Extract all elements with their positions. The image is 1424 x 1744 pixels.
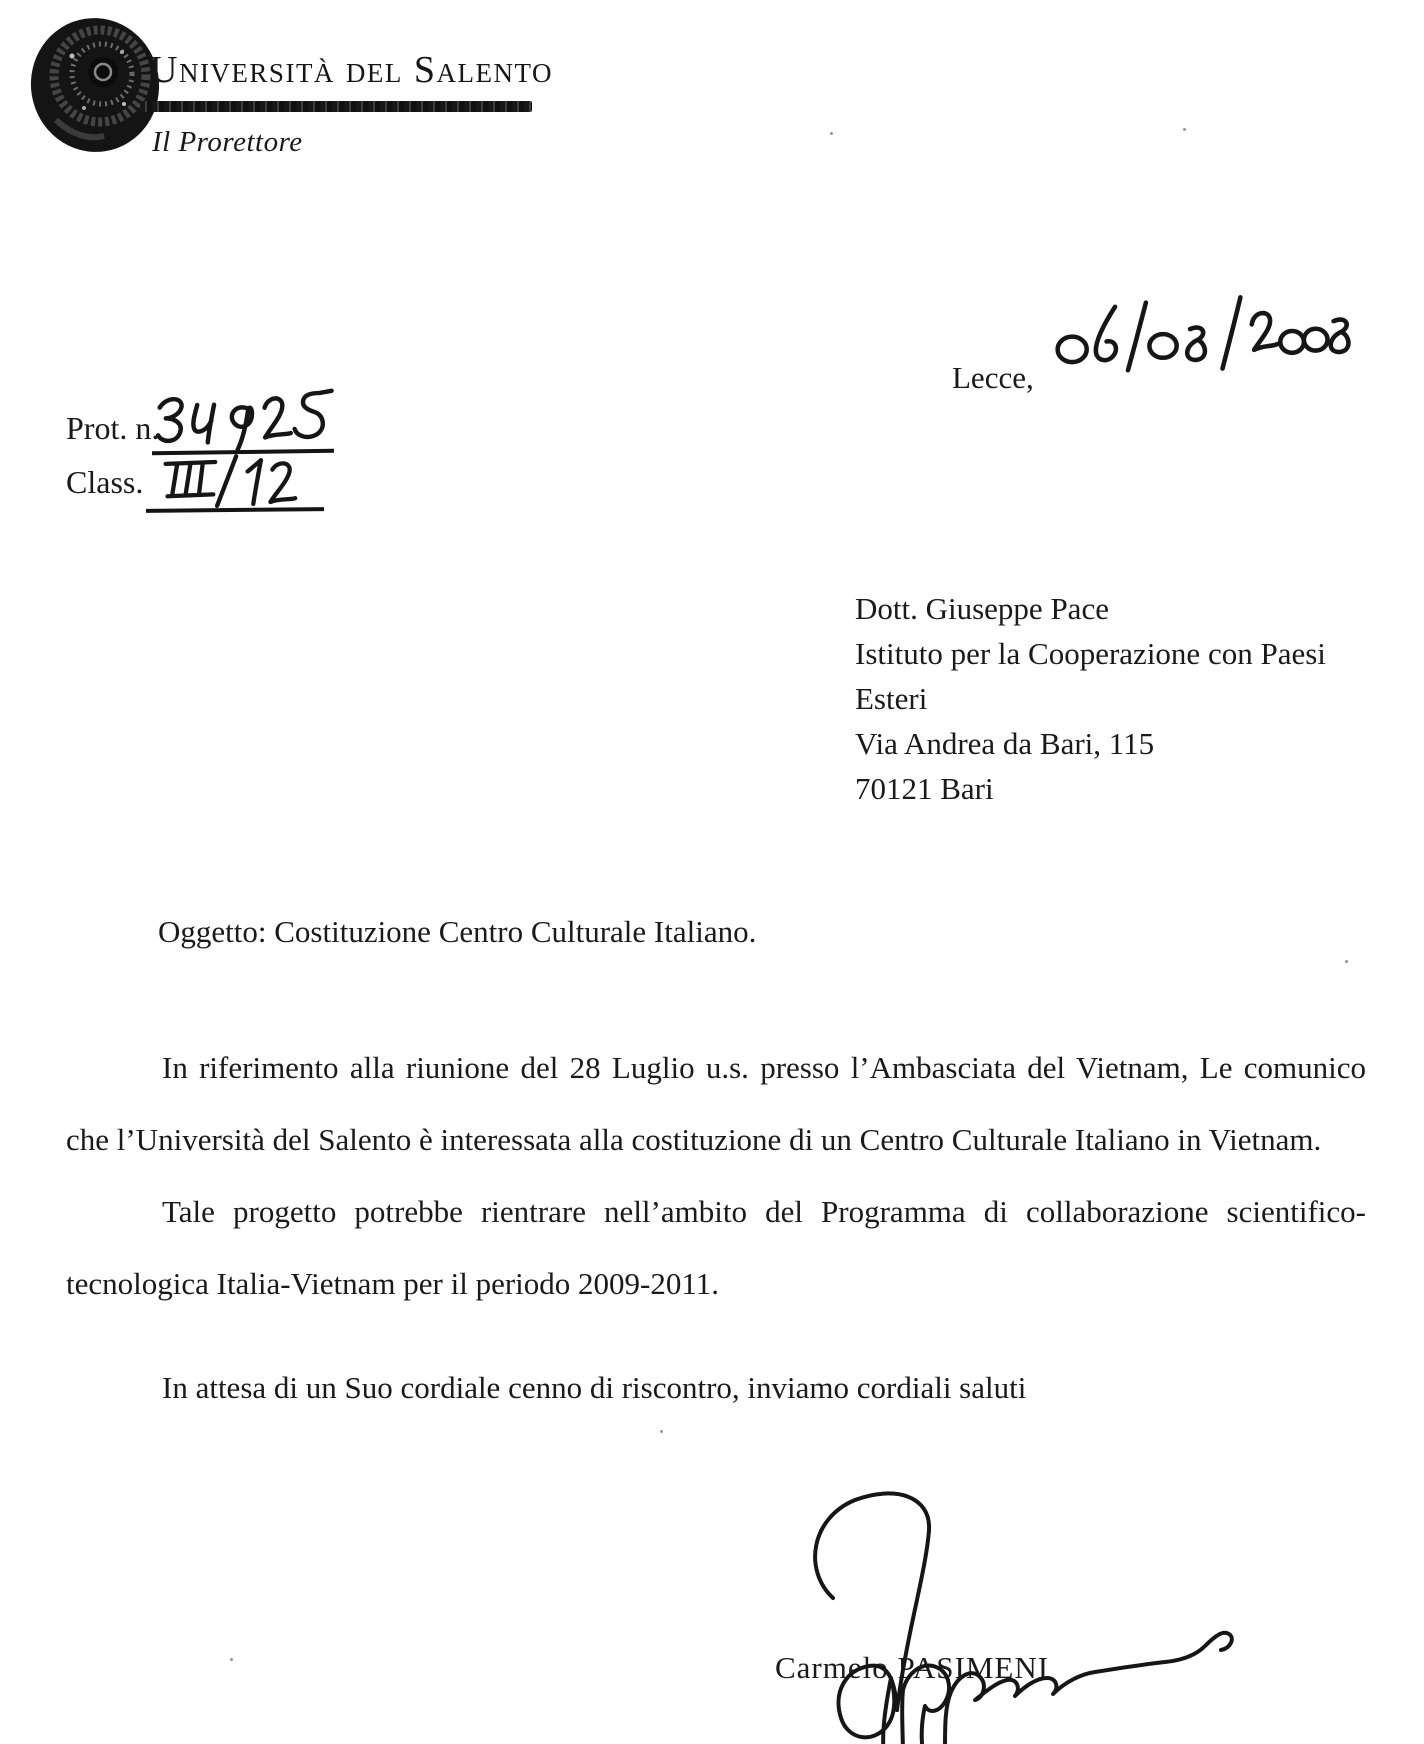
handwritten-date xyxy=(1051,289,1353,386)
scan-speckle xyxy=(660,1430,663,1433)
class-underline xyxy=(146,507,324,513)
printed-signer-name: Carmelo PASIMENI xyxy=(775,1650,1050,1685)
scan-speckle xyxy=(1183,128,1186,131)
handwritten-signature xyxy=(735,1478,1255,1744)
class-label: Class. xyxy=(66,464,144,500)
scan-speckle xyxy=(830,132,833,135)
recipient-line: Istituto per la Cooperazione con Paesi xyxy=(855,636,1326,671)
subject-line: Oggetto: Costituzione Centro Culturale Italiano. xyxy=(158,914,757,949)
recipient-block xyxy=(855,586,1326,811)
recipient-line: Via Andrea da Bari, 115 xyxy=(855,726,1155,761)
body-paragraph: In riferimento alla riunione del 28 Luglio u.s. presso l’Ambasciata del Vietnam, Le comunico che l’Università del Salento è interessata alla costituzione di un Centro Culturale Italiano in Vietnam. xyxy=(66,1050,1366,1157)
scan-speckle xyxy=(1345,960,1348,963)
university-name: Università del Salento xyxy=(150,49,554,91)
recipient-line: Dott. Giuseppe Pace xyxy=(855,591,1109,626)
prorector-title: Il Prorettore xyxy=(152,126,303,158)
recipient-line: 70121 Bari xyxy=(855,771,994,806)
recipient-line: Esteri xyxy=(855,681,928,716)
body-paragraph-closing: In attesa di un Suo cordiale cenno di riscontro, inviamo cordiali saluti xyxy=(162,1370,1027,1405)
letter-body xyxy=(66,1032,1366,1424)
university-seal-icon xyxy=(26,12,168,154)
scan-speckle xyxy=(230,1658,233,1661)
body-paragraph: Tale progetto potrebbe rientrare nell’ambito del Programma di collaborazione scientifico-tecnologica Italia-Vietnam per il periodo 2009-2011. xyxy=(66,1194,1366,1301)
city-date-label: Lecce, xyxy=(952,360,1034,395)
handwritten-prot-number xyxy=(149,382,338,457)
handwritten-class-value xyxy=(158,452,320,512)
header-rule xyxy=(140,101,532,112)
prot-label: Prot. n. xyxy=(66,410,160,446)
